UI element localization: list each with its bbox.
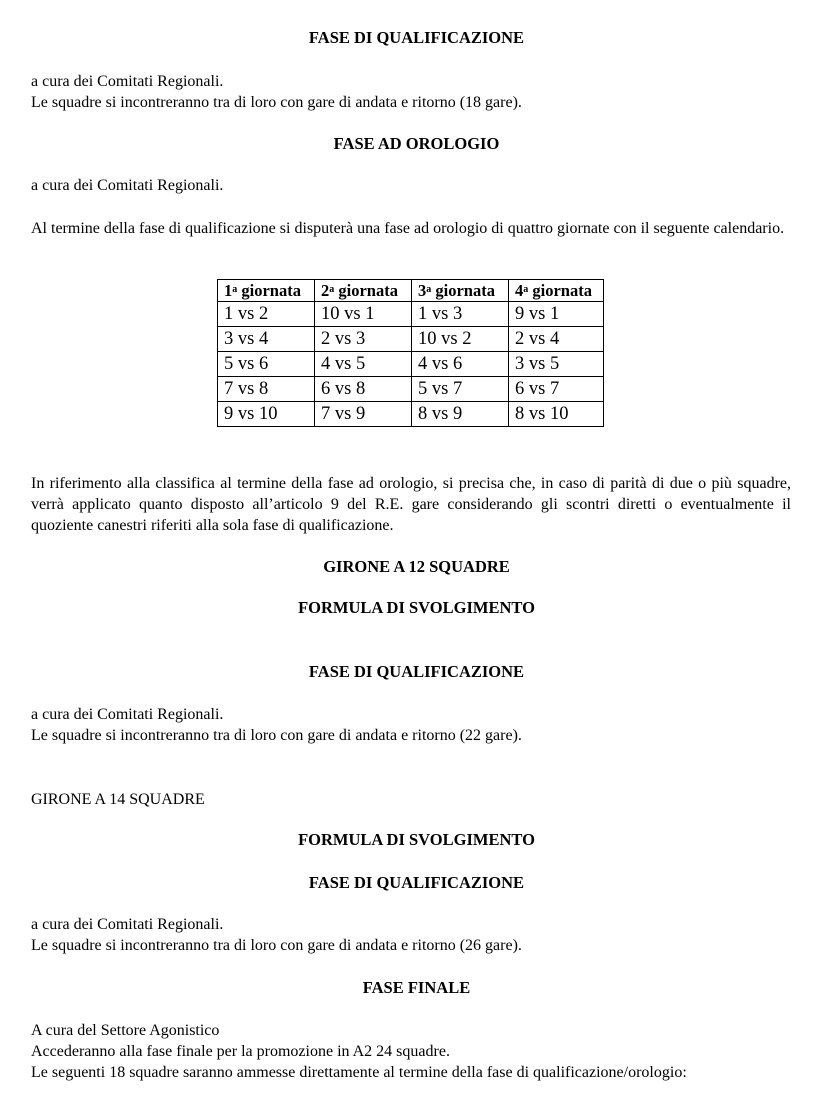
calendar-header-cell: 4$^a$ giornata <box>509 280 604 302</box>
text-line: Le squadre si incontreranno tra di loro con gare di andata e ritorno (18 gare). <box>31 94 522 111</box>
calendar-cell: 10 vs 2 <box>412 327 509 352</box>
calendar-header-cell: 1$^a$ giornata <box>218 280 315 302</box>
calendar-cell: 7 vs 8 <box>218 377 315 402</box>
paragraph-qualificazione-22 <box>31 704 791 746</box>
calendar-cell: 4 vs 6 <box>412 352 509 377</box>
calendar-cell: 8 vs 9 <box>412 402 509 427</box>
calendar-header-cell: 3$^a$ giornata <box>412 280 509 302</box>
heading-fase-finale: FASE FINALE <box>362 978 471 997</box>
text-line: a cura dei Comitati Regionali. <box>31 73 224 90</box>
heading-formula-svolgimento: FORMULA DI SVOLGIMENTO <box>298 598 535 617</box>
calendar-cell: 6 vs 7 <box>509 377 604 402</box>
calendar-row <box>218 302 604 327</box>
paragraph-parita: In riferimento alla classifica al termine della fase ad orologio, si precisa che, in caso di parità di due o più squadre, verrà applicato quanto disposto all’articolo 9 del R.E. gare considerando gli scontri diretti o eventualmente il quoziente canestri riferiti alla sola fase di qualificazione. <box>31 475 791 534</box>
text-line: Le squadre si incontreranno tra di loro con gare di andata e ritorno (26 gare). <box>31 937 522 954</box>
calendar-cell: 1 vs 2 <box>218 302 315 327</box>
text-line: Accederanno alla fase finale per la promozione in A2 24 squadre. <box>31 1043 450 1060</box>
text-line: Le squadre si incontreranno tra di loro con gare di andata e ritorno (22 gare). <box>31 727 522 744</box>
text-line: A cura del Settore Agonistico <box>31 1022 220 1039</box>
calendar-row <box>218 377 604 402</box>
calendar-cell: 1 vs 3 <box>412 302 509 327</box>
paragraph-fase-finale <box>31 1020 791 1083</box>
calendar-cell: 3 vs 5 <box>509 352 604 377</box>
paragraph-orologio-cura: a cura dei Comitati Regionali. <box>31 177 224 194</box>
text-line: a cura dei Comitati Regionali. <box>31 706 224 723</box>
text-line: a cura dei Comitati Regionali. <box>31 916 224 933</box>
heading-fase-qualificazione: FASE DI QUALIFICAZIONE <box>308 28 525 47</box>
heading-fase-qualificazione: FASE DI QUALIFICAZIONE <box>308 873 525 892</box>
calendar-row <box>218 327 604 352</box>
calendar-cell: 9 vs 10 <box>218 402 315 427</box>
calendar-row <box>218 402 604 427</box>
calendar-table <box>217 279 604 427</box>
calendar-cell: 5 vs 6 <box>218 352 315 377</box>
calendar-cell: 5 vs 7 <box>412 377 509 402</box>
calendar-cell: 2 vs 3 <box>315 327 412 352</box>
paragraph-qualificazione-26 <box>31 914 791 956</box>
paragraph-girone-14: GIRONE A 14 SQUADRE <box>31 791 205 808</box>
calendar-cell: 2 vs 4 <box>509 327 604 352</box>
calendar-header-row <box>218 280 604 302</box>
calendar-cell: 7 vs 9 <box>315 402 412 427</box>
calendar-header-cell: 2$^a$ giornata <box>315 280 412 302</box>
calendar-cell: 10 vs 1 <box>315 302 412 327</box>
calendar-cell: 9 vs 1 <box>509 302 604 327</box>
calendar-cell: 4 vs 5 <box>315 352 412 377</box>
calendar-cell: 6 vs 8 <box>315 377 412 402</box>
heading-fase-qualificazione: FASE DI QUALIFICAZIONE <box>308 662 525 681</box>
paragraph-orologio-intro: Al termine della fase di qualificazione si disputerà una fase ad orologio di quattro giornate con il seguente calendario. <box>31 220 785 237</box>
calendar-cell: 8 vs 10 <box>509 402 604 427</box>
heading-girone-12: GIRONE A 12 SQUADRE <box>323 557 510 576</box>
calendar-row <box>218 352 604 377</box>
heading-fase-orologio: FASE AD OROLOGIO <box>333 134 500 153</box>
text-line: Le seguenti 18 squadre saranno ammesse direttamente al termine della fase di qualificazione/orologio: <box>31 1064 687 1081</box>
calendar-cell: 3 vs 4 <box>218 327 315 352</box>
paragraph-qualificazione-18 <box>31 71 791 113</box>
heading-formula-svolgimento: FORMULA DI SVOLGIMENTO <box>298 830 535 849</box>
